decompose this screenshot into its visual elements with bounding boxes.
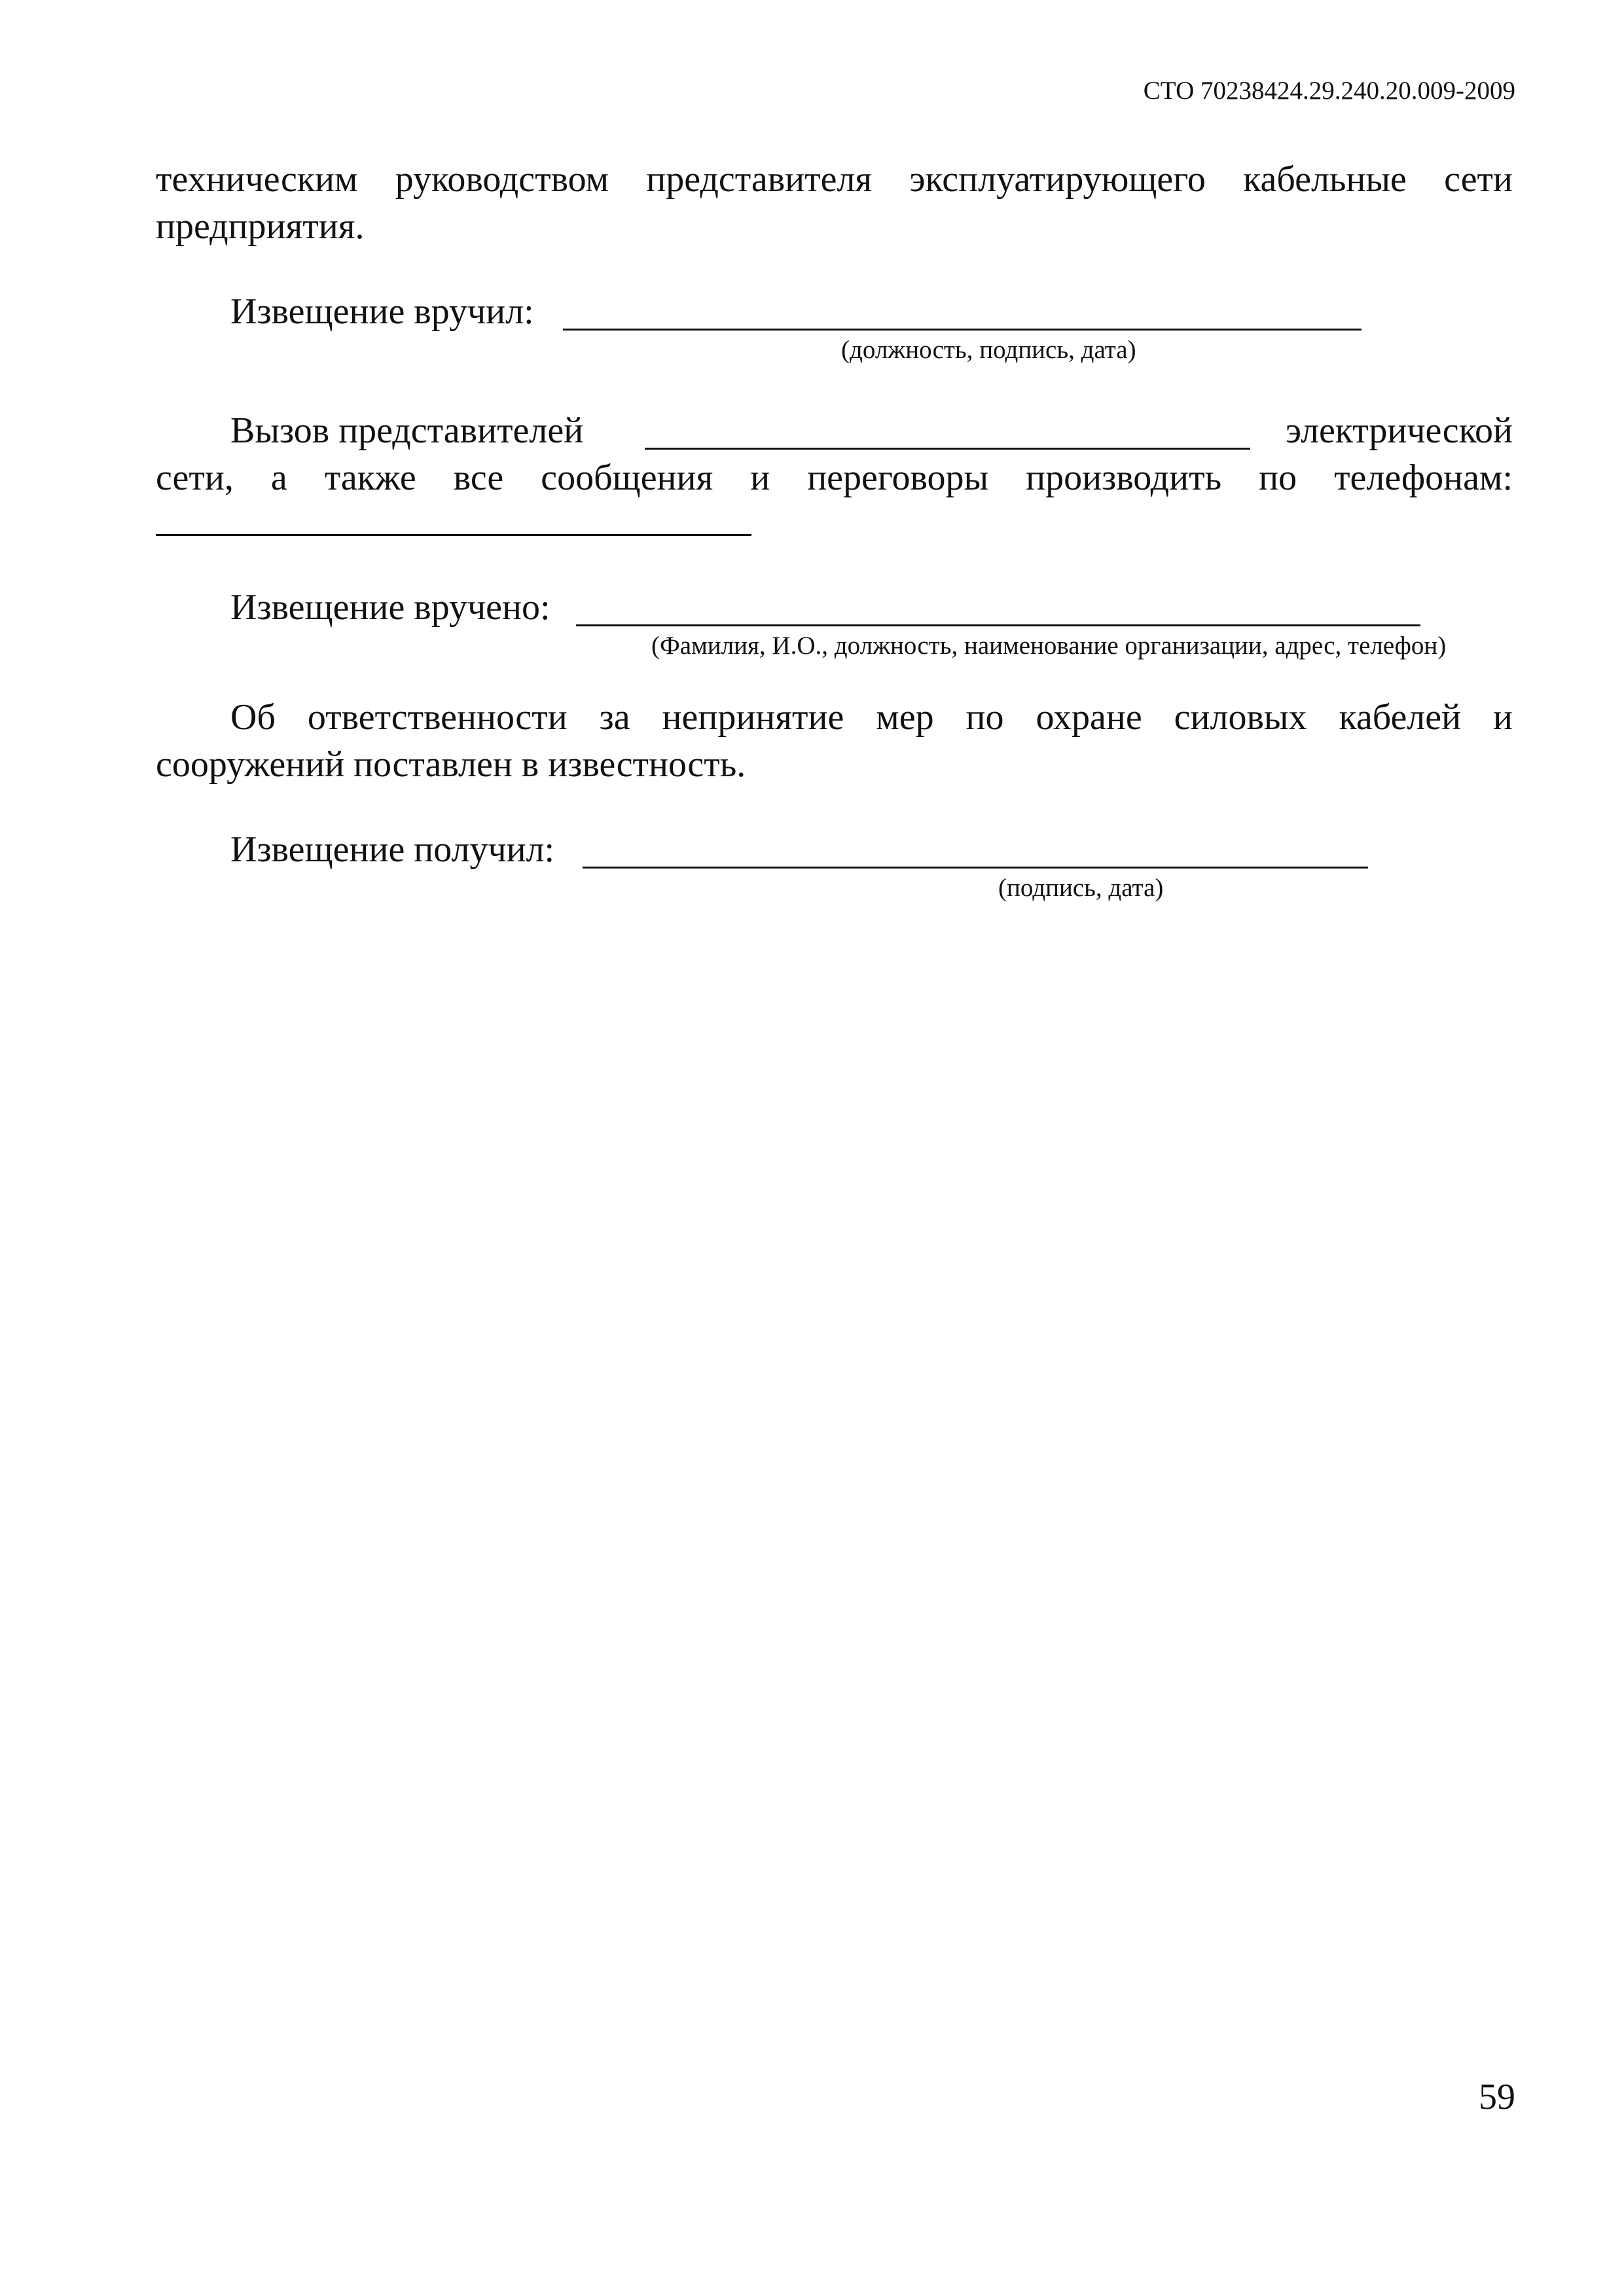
phone-blank[interactable] <box>156 534 751 536</box>
recipient-blank[interactable] <box>576 624 1420 626</box>
paragraph-line: техническим руководством представителя эксплуатирующего кабельные сети <box>156 159 1513 200</box>
field-caption: (должность, подпись, дата) <box>841 336 1136 364</box>
signature-blank[interactable] <box>563 329 1362 331</box>
paragraph-line: сооружений поставлен в известность. <box>156 744 746 785</box>
notice-delivered-to-label: Извещение вручено: <box>230 587 550 628</box>
notice-delivered-by-label: Извещение вручил: <box>230 291 534 332</box>
paragraph-line: предприятия. <box>156 206 365 247</box>
paragraph-line: сети, а также все сообщения и переговоры производить по телефонам: <box>156 457 1513 498</box>
field-caption: (Фамилия, И.О., должность, наименование организации, адрес, телефон) <box>651 632 1447 660</box>
organization-blank[interactable] <box>645 448 1250 450</box>
signature-blank[interactable] <box>583 867 1368 869</box>
page-number: 59 <box>1479 2077 1515 2117</box>
paragraph-line: Об ответственности за непринятие мер по охране силовых кабелей и <box>230 697 1513 738</box>
notice-received-label: Извещение получил: <box>230 829 555 870</box>
document-code: СТО 70238424.29.240.20.009-2009 <box>1143 77 1515 105</box>
paragraph-line: Вызов представителей <box>230 410 584 451</box>
field-caption: (подпись, дата) <box>998 874 1164 902</box>
paragraph-line: электрической <box>1285 410 1513 451</box>
